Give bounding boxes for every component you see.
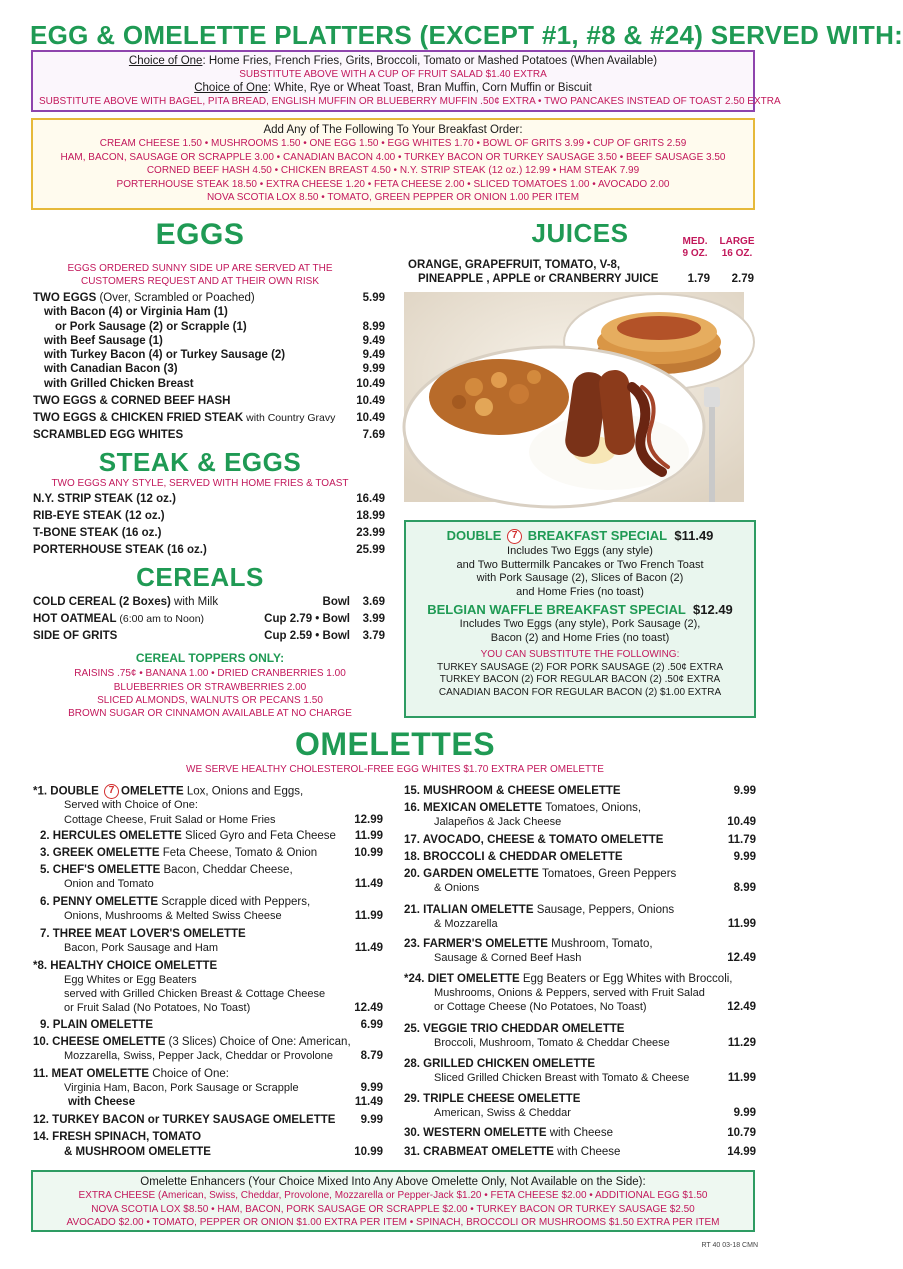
omelette-desc: American, Swiss & Cheddar [434,1107,571,1119]
price: 8.99 [733,882,756,894]
omelette-desc: Egg Whites or Egg Beaters [64,974,197,986]
choice-label: Choice of One [194,82,268,94]
sides-sub-1: SUBSTITUTE ABOVE WITH A CUP OF FRUIT SALAD $1.40 EXTRA [239,69,547,80]
addons-box [31,118,755,210]
price: 2.79 [731,273,754,285]
omelette-item: 25. VEGGIE TRIO CHEDDAR OMELETTE [404,1023,625,1035]
substitute-line: CANADIAN BACON FOR REGULAR BACON (2) $1.00 EXTRA [438,686,722,698]
topper-line: RAISINS .75¢ • BANANA 1.00 • DRIED CRANBERRIES 1.00 [74,668,346,679]
omelette-item: 12. TURKEY BACON or TURKEY SAUSAGE OMELETTE [33,1114,336,1126]
waffle-special-title: BELGIAN WAFFLE BREAKFAST SPECIAL $12.49 [427,602,733,618]
topper-line: BROWN SUGAR OR CINNAMON AVAILABLE AT NO CHARGE [68,708,352,719]
price: 7.69 [362,429,385,441]
menu-item: PORTERHOUSE STEAK (16 oz.) [33,544,207,556]
omelette-desc: Bacon, Pork Sausage and Ham [64,942,219,954]
omelette-enhancers-box [31,1170,755,1232]
juice-size-large: LARGE 16 OZ. [719,236,755,259]
omelette-item: 10. CHEESE OMELETTE (3 Slices) Choice of One: American, [33,1036,351,1048]
price: 6.99 [360,1019,383,1031]
addons-line: PORTERHOUSE STEAK 18.50 • EXTRA CHEESE 1.20 • FETA CHEESE 2.00 • SLICED TOMATOES 1.00 • AVOCADO 2.00 [116,178,670,190]
price: 12.99 [354,814,383,826]
sides-sub-2: SUBSTITUTE ABOVE WITH BAGEL, PITA BREAD, ENGLISH MUFFIN OR BLUEBERRY MUFFIN .50¢ EXTRA • TWO PANCAKES INSTEAD OF TOAST 2.50 EXTRA [39,96,781,107]
omelette-item: 29. TRIPLE CHEESE OMELETTE [404,1093,581,1105]
menu-item: TWO EGGS & CORNED BEEF HASH [33,395,231,407]
price: 10.99 [354,1146,383,1158]
topper-line: BLUEBERRIES OR STRAWBERRIES 2.00 [113,682,307,693]
price: 3.99 [362,613,385,625]
enhancers-head: Omelette Enhancers (Your Choice Mixed Into Any Above Omelette Only, Not Available on the Side): [140,1176,646,1188]
menu-item: SIDE OF GRITS [33,630,118,642]
omelette-item: 31. CRABMEAT OMELETTE with Cheese [404,1146,621,1158]
juice-line: ORANGE, GRAPEFRUIT, TOMATO, V-8, [408,259,621,271]
menu-item: T-BONE STEAK (16 oz.) [33,527,162,539]
price: 9.99 [733,785,756,797]
omelette-item: 16. MEXICAN OMELETTE Tomatoes, Onions, [404,802,642,814]
omelette-item: 2. HERCULES OMELETTE Sliced Gyro and Feta Cheese [40,830,336,842]
price: 23.99 [356,527,385,539]
menu-item: HOT OATMEAL (6:00 am to Noon) [33,613,205,625]
eggs-note: EGGS ORDERED SUNNY SIDE UP ARE SERVED AT THE [67,263,333,274]
price: 25.99 [356,544,385,556]
price: 11.49 [354,1096,383,1108]
omelette-desc: Served with Choice of One: [64,799,198,811]
omelette-desc: Virginia Ham, Bacon, Pork Sausage or Scrapple [64,1082,299,1094]
omelette-desc: Cottage Cheese, Fruit Salad or Home Fries [64,814,276,826]
price: 9.99 [360,1082,383,1094]
omelette-item: & MUSHROOM OMELETTE [64,1146,211,1158]
menu-item: SCRAMBLED EGG WHITES [33,429,184,441]
price: 11.29 [727,1037,756,1049]
price: 10.49 [356,412,385,424]
omelette-item: 23. FARMER'S OMELETTE Mushroom, Tomato, [404,938,653,950]
eggs-note: CUSTOMERS REQUEST AND AT THEIR OWN RISK [80,276,319,287]
menu-item: RIB-EYE STEAK (12 oz.) [33,510,165,522]
breakfast-photo [404,292,744,502]
special-line: and Two Buttermilk Pancakes or Two French Toast [456,558,704,571]
price: 12.49 [354,1002,383,1014]
omelette-desc: or Cottage Cheese (No Potatoes, No Toast) [434,1001,647,1013]
omelette-item: 17. AVOCADO, CHEESE & TOMATO OMELETTE [404,834,664,846]
sides-choice-1 [39,54,747,68]
omelette-item: 14. FRESH SPINACH, TOMATO [33,1131,202,1143]
topper-line: SLICED ALMONDS, WALNUTS OR PECANS 1.50 [97,695,323,706]
price: 14.99 [727,1146,756,1158]
omelette-desc: Onions, Mushrooms & Melted Swiss Cheese [64,910,282,922]
addons-line: CORNED BEEF HASH 4.50 • CHICKEN BREAST 4.50 • N.Y. STRIP STEAK (12 oz.) 12.99 • HAM STEAK 7.99 [146,165,640,176]
menu-item: with Beef Sausage (1) [44,335,163,347]
special-line: and Home Fries (no toast) [516,585,644,598]
steak-heading: STEAK & EGGS [98,447,302,477]
special-line: Includes Two Eggs (any style), Pork Sausage (2), [459,618,701,631]
price: 11.99 [727,1072,756,1084]
omelette-item: 6. PENNY OMELETTE Scrapple diced with Peppers, [40,896,311,908]
menu-item: with Turkey Bacon (4) or Turkey Sausage (2) [44,349,286,361]
price: 9.99 [362,363,385,375]
price: 3.79 [362,630,385,642]
omelette-item: 20. GARDEN OMELETTE Tomatoes, Green Peppers [404,868,677,880]
juice-line: PINEAPPLE , APPLE or CRANBERRY JUICE [418,273,659,285]
omelette-desc: Mushrooms, Onions & Peppers, served with Fruit Salad [434,987,705,999]
price: 8.79 [360,1050,383,1062]
sides-box [31,50,781,112]
price: 11.99 [727,918,756,930]
double-logo-icon: 7 [507,529,522,544]
menu-item: TWO EGGS & CHICKEN FRIED STEAK with Country Gravy [33,412,336,424]
addons-line: HAM, BACON, SAUSAGE OR SCRAPPLE 3.00 • CANADIAN BACON 4.00 • TURKEY BACON OR TURKEY SAUSAGE 3.50 • BEEF SAUSAGE 3.50 [60,151,726,163]
omelette-desc: with Cheese [68,1096,136,1108]
eggs-heading: EGGS [155,218,245,251]
price: 9.99 [733,1107,756,1119]
omelettes-heading: OMELETTES [294,726,496,762]
addons-line: NOVA SCOTIA LOX 8.50 • TOMATO, GREEN PEPPER OR ONION 1.00 PER ITEM [206,192,580,203]
menu-item: N.Y. STRIP STEAK (12 oz.) [33,493,176,505]
omelette-item: *8. HEALTHY CHOICE OMELETTE [33,960,218,972]
choice-label: Choice of One [128,55,203,67]
price: 9.49 [362,349,385,361]
juice-size-med: MED. 9 OZ. [682,236,708,259]
omelette-desc: Sliced Grilled Chicken Breast with Tomato & Cheese [434,1072,690,1084]
size-label: Bowl [322,596,350,608]
menu-item: or Pork Sausage (2) or Scrapple (1) [55,321,247,333]
omelette-item: 3. GREEK OMELETTE Feta Cheese, Tomato & Onion [40,847,318,859]
breakfast-special-box [404,520,756,718]
omelette-item: 9. PLAIN OMELETTE [40,1019,154,1031]
price: 1.79 [687,273,710,285]
price: 10.49 [356,395,385,407]
menu-item: with Grilled Chicken Breast [44,378,194,390]
omelette-item: 11. MEAT OMELETTE Choice of One: [33,1068,229,1080]
special-line: with Pork Sausage (2), Slices of Bacon (2) [476,572,684,585]
breakfast-plate-illustration [404,292,744,502]
sides-choice-2 [39,81,747,95]
price: 12.49 [727,952,756,964]
price: 8.99 [362,321,385,333]
price: 10.49 [356,378,385,390]
menu-item: TWO EGGS (Over, Scrambled or Poached) [33,292,255,304]
size-label: Cup 2.79 • Bowl [264,613,350,625]
special-line: Bacon (2) and Home Fries (no toast) [490,631,670,644]
omelette-desc: served with Grilled Chicken Breast & Cottage Cheese [64,988,326,1000]
footer-code: RT 40 03-18 CMN [701,1242,758,1249]
omelettes-note: WE SERVE HEALTHY CHOLESTEROL-FREE EGG WHITES $1.70 EXTRA PER OMELETTE [186,764,604,775]
price: 11.49 [354,878,383,890]
price: 5.99 [362,292,385,304]
price: 11.99 [354,830,383,842]
cereals-heading: CEREALS [136,562,264,592]
omelette-item: 28. GRILLED CHICKEN OMELETTE [404,1058,596,1070]
juices-heading: JUICES [531,218,629,248]
choice-text: : Home Fries, French Fries, Grits, Broccoli, Tomato or Mashed Potatoes (When Available) [202,55,658,67]
omelette-item: *1. DOUBLE 7 OMELETTE Lox, Onions and Eggs, [33,785,304,798]
omelette-item: 18. BROCCOLI & CHEDDAR OMELETTE [404,851,623,863]
addons-line: CREAM CHEESE 1.50 • MUSHROOMS 1.50 • ONE EGG 1.50 • EGG WHITES 1.70 • BOWL OF GRITS 3.99 • CUP OF GRITS 2.59 [99,138,687,149]
enhancers-line: EXTRA CHEESE (American, Swiss, Cheddar, Provolone, Mozzarella or Pepper-Jack $1.20 • FETA CHEESE $2.00 • ADDITIONAL EGG $1.50 [78,1190,708,1201]
price: 9.49 [362,335,385,347]
substitute-line: TURKEY BACON (2) FOR REGULAR BACON (2) .50¢ EXTRA [439,674,721,686]
menu-item: with Bacon (4) or Virginia Ham (1) [44,306,228,318]
omelette-item: 7. THREE MEAT LOVER'S OMELETTE [40,928,246,940]
price: 3.69 [362,596,385,608]
double-special-title: DOUBLE 7 BREAKFAST SPECIAL $11.49 [446,528,714,543]
price: 11.99 [354,910,383,922]
omelette-item: 15. MUSHROOM & CHEESE OMELETTE [404,785,621,797]
omelette-desc: Jalapeños & Jack Cheese [434,816,562,828]
price: 16.49 [356,493,385,505]
choice-text: : White, Rye or Wheat Toast, Bran Muffin, Corn Muffin or Biscuit [267,82,592,94]
omelette-item: 5. CHEF'S OMELETTE Bacon, Cheddar Cheese, [40,864,293,876]
price: 9.99 [733,851,756,863]
price: 10.99 [354,847,383,859]
price: 10.79 [727,1127,756,1139]
omelette-desc: Broccoli, Mushroom, Tomato & Cheddar Cheese [434,1037,670,1049]
price: 12.49 [727,1001,756,1013]
omelette-desc: & Mozzarella [434,918,498,930]
menu-item: COLD CEREAL (2 Boxes) with Milk [33,596,219,608]
omelette-desc: Sausage & Corned Beef Hash [434,952,582,964]
size-label: Cup 2.59 • Bowl [264,630,350,642]
omelette-item: *24. DIET OMELETTE Egg Beaters or Egg Whites with Broccoli, [404,973,733,985]
omelette-desc: & Onions [434,882,480,894]
price: 11.49 [354,942,383,954]
toppers-heading: CEREAL TOPPERS ONLY: [135,651,285,665]
double-logo-icon: 7 [104,784,119,799]
price: 9.99 [360,1114,383,1126]
menu-item: with Canadian Bacon (3) [44,363,178,375]
omelette-item: 30. WESTERN OMELETTE with Cheese [404,1127,613,1139]
omelette-item: 21. ITALIAN OMELETTE Sausage, Peppers, Onions [404,904,675,916]
page-title: EGG & OMELETTE PLATTERS (EXCEPT #1, #8 & #24) SERVED WITH: [30,20,903,50]
omelette-desc: or Fruit Salad (No Potatoes, No Toast) [64,1002,251,1014]
special-line: Includes Two Eggs (any style) [507,545,653,558]
omelette-desc: Onion and Tomato [64,878,154,890]
enhancers-line: NOVA SCOTIA LOX $8.50 • HAM, BACON, PORK SAUSAGE OR SCRAPPLE $2.00 • TURKEY BACON OR TURKEY SAUSAGE $2.50 [91,1203,695,1215]
substitute-line: TURKEY SAUSAGE (2) FOR PORK SAUSAGE (2) .50¢ EXTRA [436,661,723,673]
enhancers-line: AVOCADO $2.00 • TOMATO, PEPPER OR ONION $1.00 EXTRA PER ITEM • SPINACH, BROCCOLI OR MUSHROOMS $1.50 EXTRA PER ITEM [66,1217,720,1228]
price: 10.49 [727,816,756,828]
price: 18.99 [356,510,385,522]
substitute-head: YOU CAN SUBSTITUTE THE FOLLOWING: [480,649,680,661]
price: 11.79 [727,834,756,846]
omelette-desc: Mozzarella, Swiss, Pepper Jack, Cheddar or Provolone [64,1050,334,1062]
addons-head: Add Any of The Following To Your Breakfast Order: [263,124,523,136]
steak-note: TWO EGGS ANY STYLE, SERVED WITH HOME FRIES & TOAST [51,478,349,489]
